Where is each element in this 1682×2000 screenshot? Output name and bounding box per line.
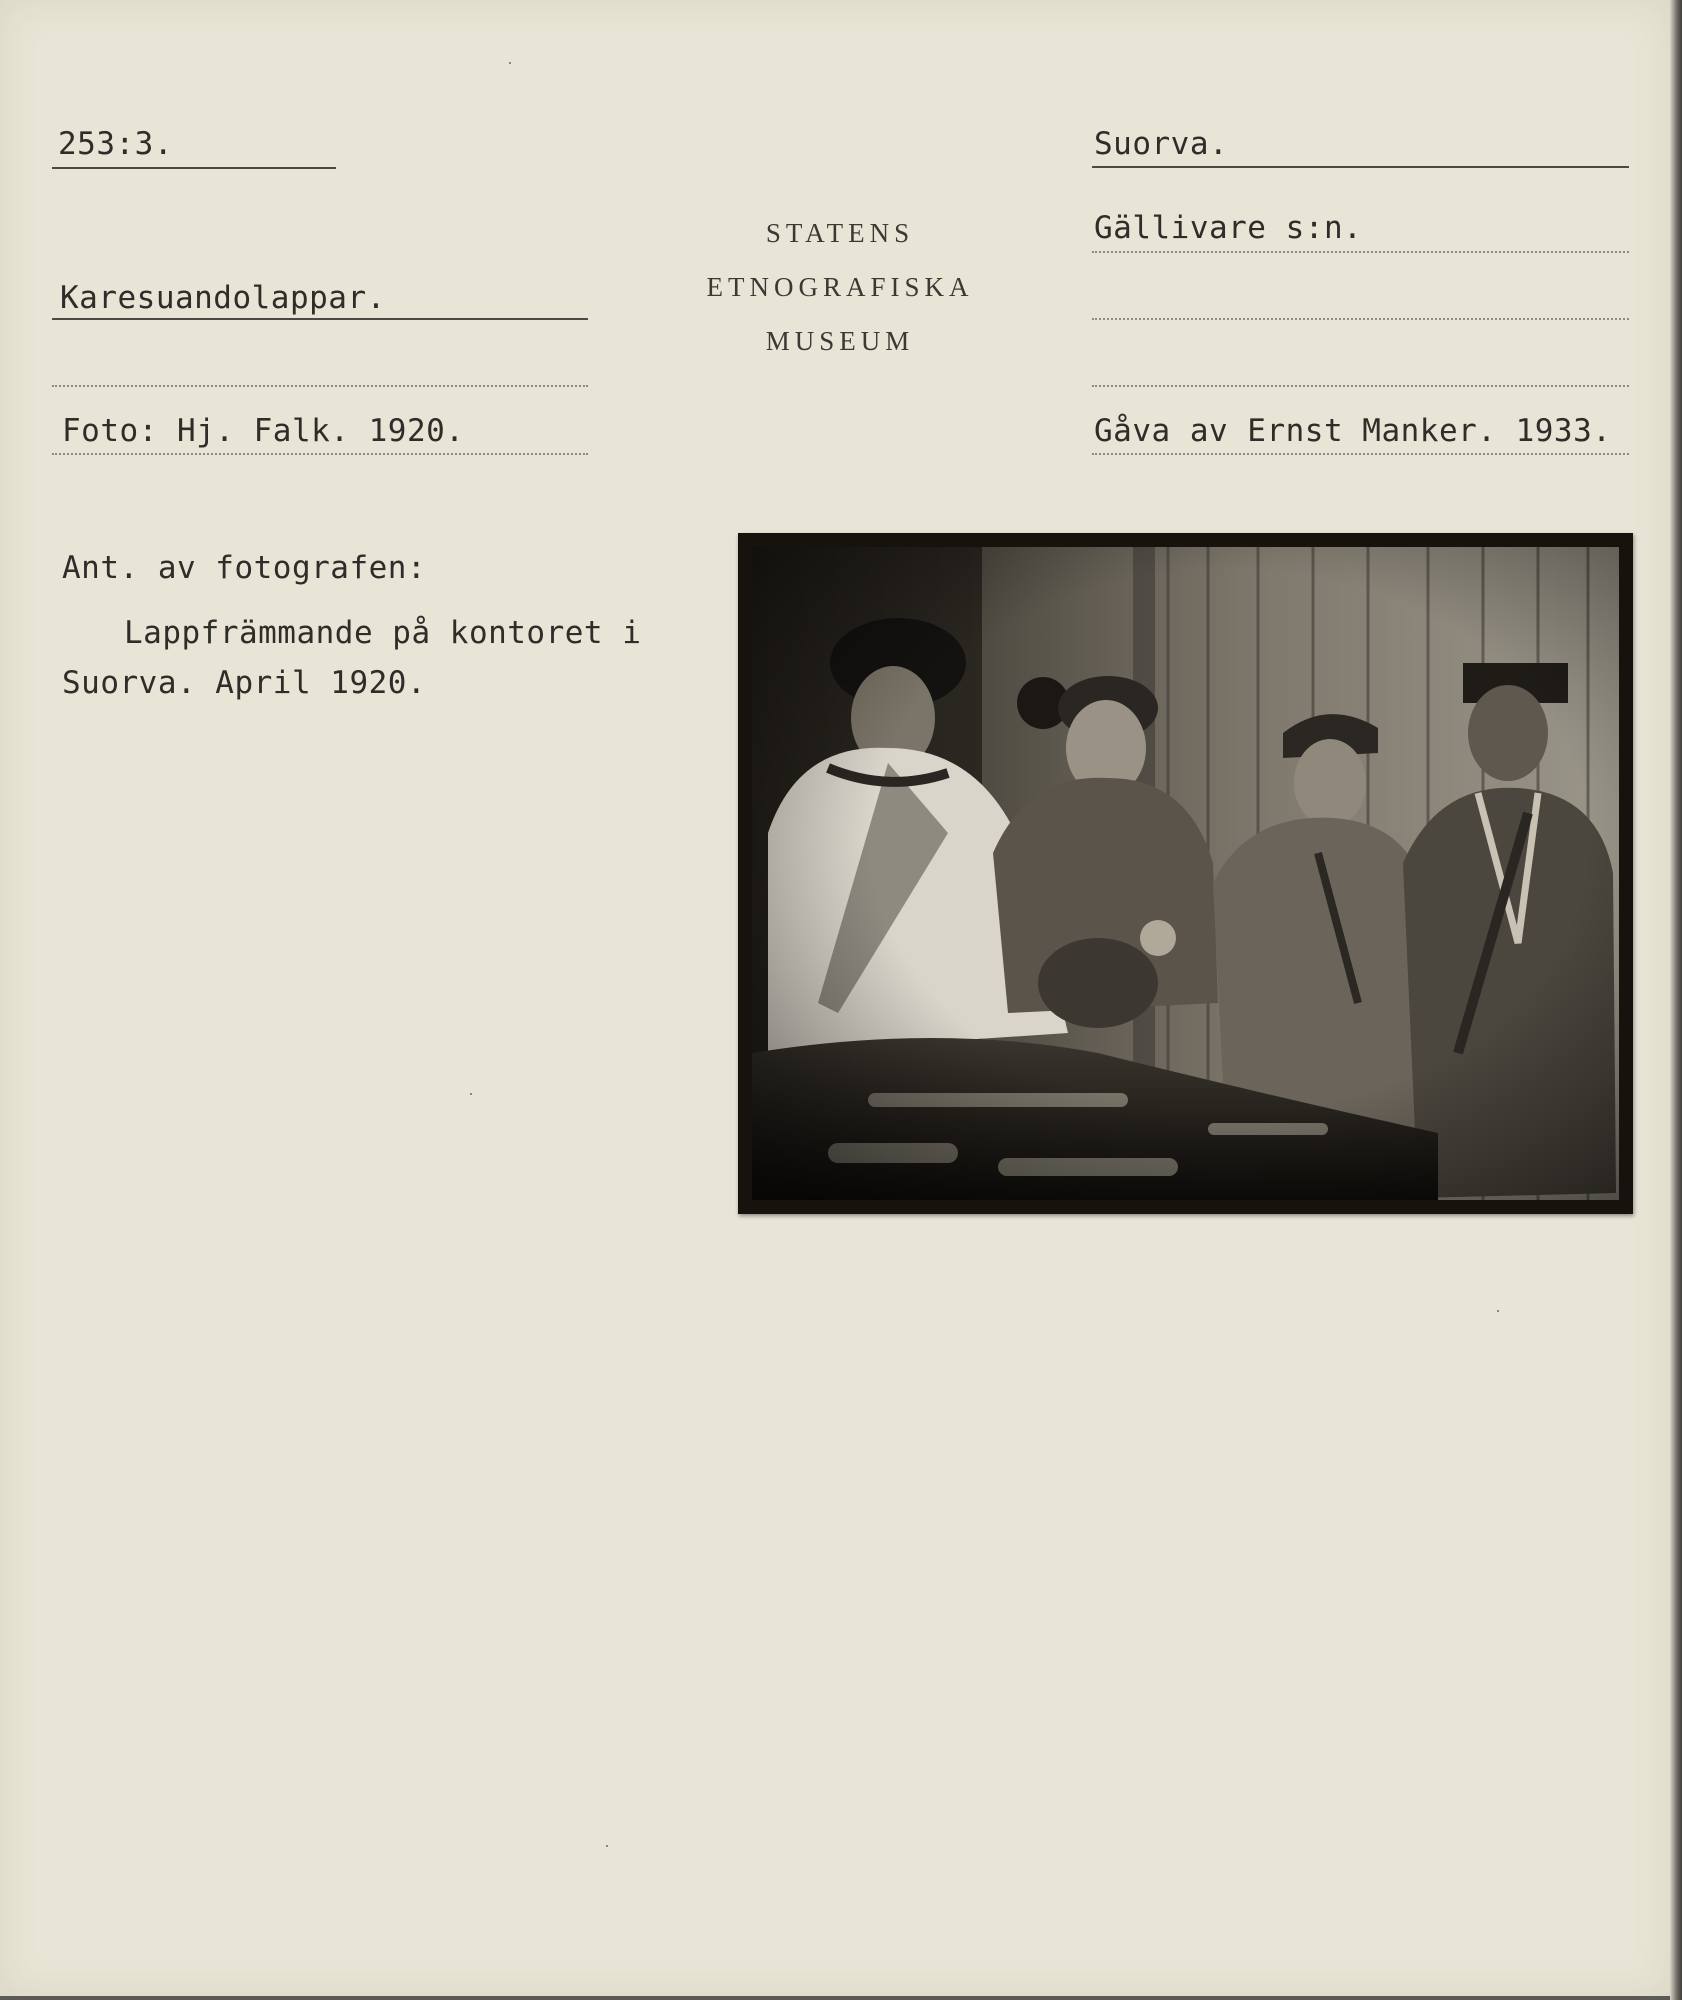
photo-credit: Foto: Hj. Falk. 1920. [62,413,465,449]
museum-stamp-line-1: STATENS [765,218,915,248]
museum-stamp-line-3: MUSEUM [765,326,915,356]
subject-underline [52,318,588,320]
place: Suorva. [1094,126,1229,162]
paper-speck [509,62,511,64]
donation-underline [1092,453,1629,455]
catalog-number-underline [52,167,336,169]
paper-speck [606,1845,608,1847]
blank-line-right-2 [1092,385,1629,387]
donation: Gåva av Ernst Manker. 1933. [1094,413,1612,449]
museum-stamp [660,206,1020,368]
blank-line-left [52,385,588,387]
place-underline [1092,166,1629,168]
blank-line-right-1 [1092,318,1629,320]
paper-speck [1497,1310,1499,1312]
catalog-number: 253:3. [58,126,173,162]
card-edge-shadow [1670,0,1682,2000]
photographer-note-line-2: Suorva. April 1920. [62,665,427,701]
photograph-image [738,533,1633,1214]
photo-credit-underline [52,453,588,455]
photographer-note-line-1: Lappfrämmande på kontoret i [124,615,642,651]
parish: Gällivare s:n. [1094,210,1363,246]
subject: Karesuandolappar. [60,280,386,316]
mounted-photograph [738,533,1633,1214]
parish-underline [1092,251,1629,253]
photographer-note-label: Ant. av fotografen: [62,550,427,586]
museum-stamp-line-2: ETNOGRAFISKA [706,272,974,302]
paper-speck [470,1093,472,1095]
